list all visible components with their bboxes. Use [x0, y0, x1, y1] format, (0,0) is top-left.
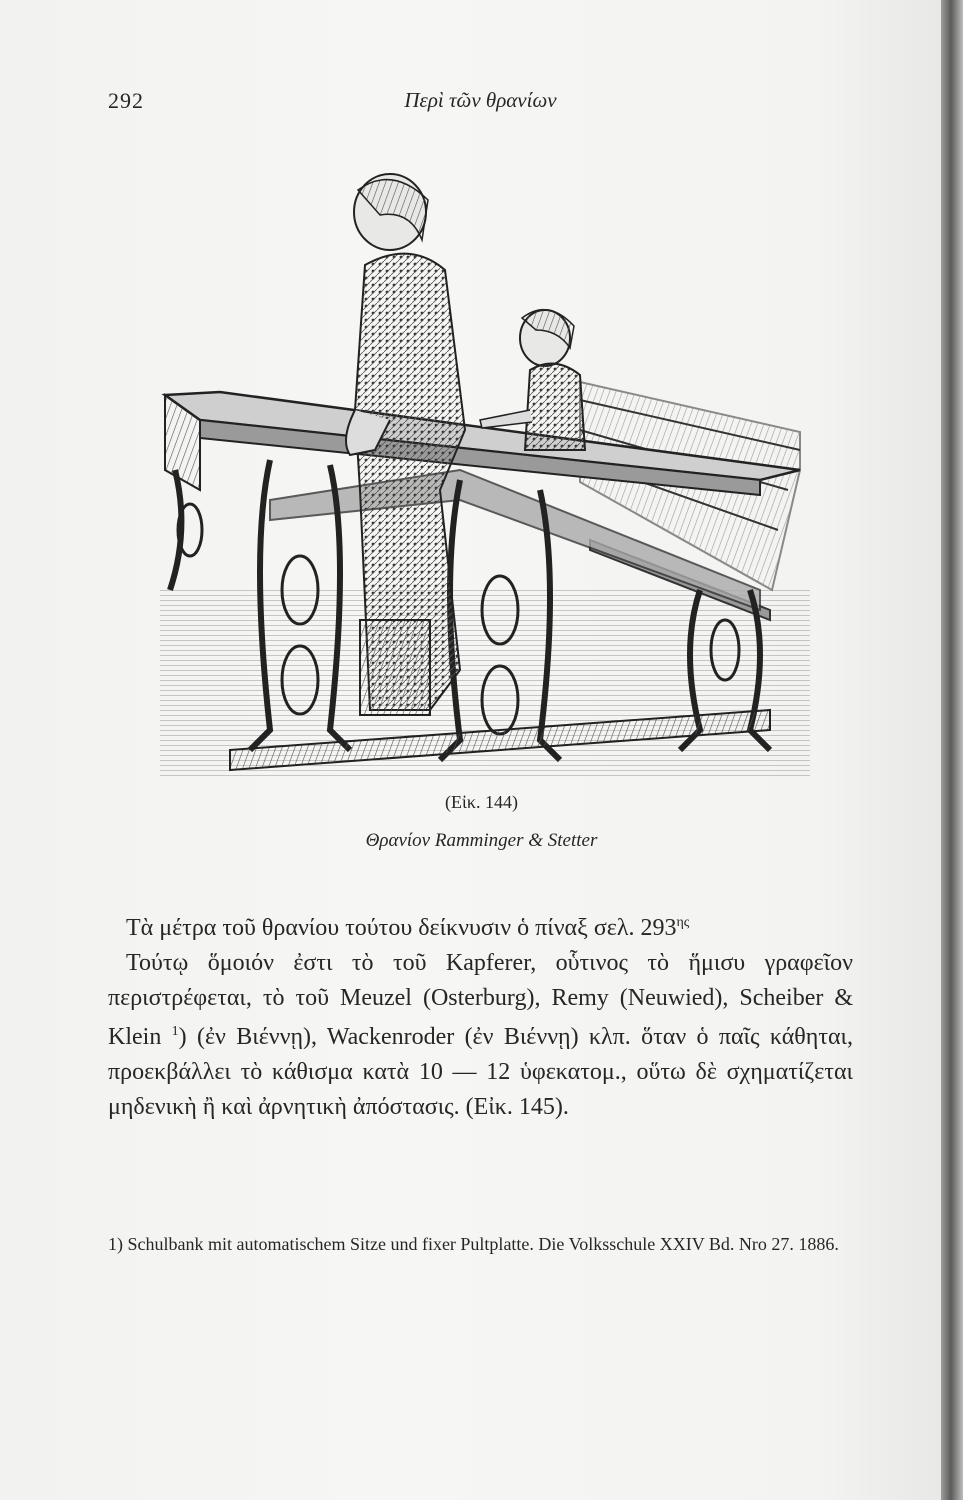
paragraph-1-text: Τὰ μέτρα τοῦ θρανίου τούτου δείκνυσιν ὁ πίναξ σελ. 293 [126, 915, 677, 941]
paragraph-2 [108, 946, 853, 1125]
paragraph-2-text: Τούτῳ ὅμοιόν ἐστι τὸ τοῦ Kapferer, οὗτινος τὸ ἥμισυ γραφεῖον περιστρέφεται, τὸ τοῦ Meuzel (Osterburg), Remy (Neuwied), Scheiber & Klein [108, 949, 853, 1051]
running-title: Περὶ τῶν θρανίων [404, 88, 557, 112]
page-header [108, 88, 853, 118]
desk-engraving-illustration [160, 170, 810, 782]
figure-caption: Θρανίον Ramminger & Stetter [365, 830, 598, 851]
footnote-marker: 1 [171, 1024, 179, 1040]
page-number: 292 [108, 88, 144, 113]
footnote: 1) Schulbank mit automatischem Sitze und fixer Pultplatte. Die Volksschule XXIV Bd. Nro 27. 1886. [108, 1234, 839, 1254]
body-text [108, 906, 853, 1125]
paragraph-1 [108, 906, 853, 946]
superscript-ending: ης [676, 915, 690, 930]
book-gutter [941, 0, 963, 1500]
figure-number: (Εἰκ. 144) [445, 792, 518, 812]
paragraph-2-rest: ) (ἐν Βιέννῃ), Wackenroder (ἐν Βιέννῃ) κλπ. ὅταν ὁ παῖς κάθηται, προεκβάλλει τὸ κάθισμα κατὰ 10 — 12 ὑφεκατομ., οὕτω δὲ σχηματίζεται μηδενικὴ ἢ καὶ ἀρνητικὴ ἀπόστασις. (Εἰκ. 145). [108, 1024, 853, 1120]
